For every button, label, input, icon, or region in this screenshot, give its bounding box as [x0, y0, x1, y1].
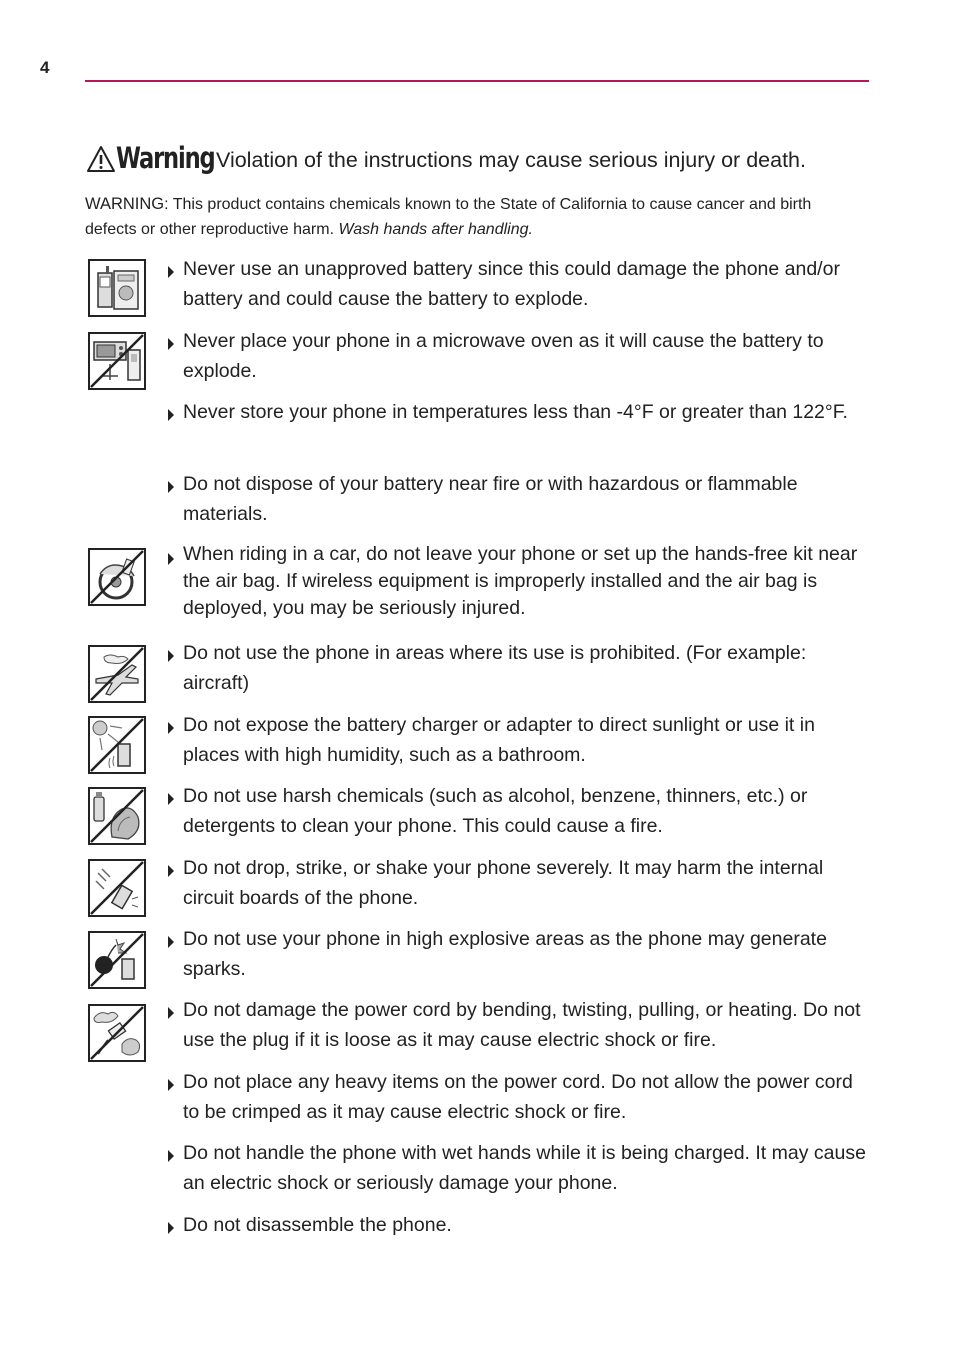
header-rule — [85, 80, 869, 82]
list-item: Never store your phone in temperatures less than -4°F or greater than 122°F. — [166, 397, 871, 427]
california-text: This product contains chemicals known to the State of California to cause cancer and birth defects or other reproductive harm. — [85, 196, 812, 238]
list-item: Do not place any heavy items on the power cord. Do not allow the power cord to be crimped as it may cause electric shock or fire. — [166, 1067, 871, 1127]
bullet-arrow-icon — [168, 722, 174, 734]
list-item: Never place your phone in a microwave oven as it will cause the battery to explode. — [166, 326, 871, 386]
list-item: When riding in a car, do not leave your phone or set up the hands-free kit near the air bag. If wireless equipment is improperly installed and the air bag is deployed, you may be seriously injured. — [166, 541, 871, 622]
bullet-arrow-icon — [168, 1079, 174, 1091]
bullet-arrow-icon — [168, 266, 174, 278]
bullet-arrow-icon — [168, 338, 174, 350]
bullet-arrow-icon — [168, 1007, 174, 1019]
explosive-icon — [88, 931, 146, 989]
warning-heading-text: Violation of the instructions may cause serious injury or death. — [216, 148, 806, 172]
power-cord-icon — [88, 1004, 146, 1062]
list-item: Do not handle the phone with wet hands while it is being charged. It may cause an electric shock or seriously damage your phone. — [166, 1138, 871, 1198]
list-item: Do not disassemble the phone. — [166, 1210, 871, 1240]
bullet-arrow-icon — [168, 481, 174, 493]
warning-heading — [86, 143, 876, 183]
list-item: Do not drop, strike, or shake your phone severely. It may harm the internal circuit boards of the phone. — [166, 853, 871, 913]
bullet-arrow-icon — [168, 553, 174, 565]
drop-phone-icon — [88, 859, 146, 917]
airbag-icon — [88, 548, 146, 606]
california-sep: : — [164, 196, 173, 213]
california-warning — [85, 192, 865, 242]
bullet-arrow-icon — [168, 1222, 174, 1234]
list-item: Do not expose the battery charger or adapter to direct sunlight or use it in places with high humidity, such as a bathroom. — [166, 710, 871, 770]
bullet-arrow-icon — [168, 865, 174, 877]
california-label: WARNING — [85, 195, 165, 213]
battery-phone-icon — [88, 259, 146, 317]
bullet-arrow-icon — [168, 936, 174, 948]
list-item: Do not use harsh chemicals (such as alcohol, benzene, thinners, etc.) or detergents to clean your phone. This could cause a fire. — [166, 781, 871, 841]
aircraft-icon — [88, 645, 146, 703]
list-item: Do not dispose of your battery near fire or with hazardous or flammable materials. — [166, 469, 871, 529]
page-number: 4 — [40, 58, 50, 77]
list-item: Do not use the phone in areas where its use is prohibited. (For example: aircraft) — [166, 638, 871, 698]
microwave-icon — [88, 332, 146, 390]
california-emphasis: Wash hands after handling. — [338, 221, 533, 238]
bullet-arrow-icon — [168, 1150, 174, 1162]
bullet-arrow-icon — [168, 650, 174, 662]
list-item: Do not use your phone in high explosive areas as the phone may generate sparks. — [166, 924, 871, 984]
warning-badge: Warning — [116, 141, 215, 175]
warning-triangle-icon — [86, 145, 116, 173]
list-item: Do not damage the power cord by bending, twisting, pulling, or heating. Do not use the plug if it is loose as it may cause electric shock or fire. — [166, 995, 871, 1055]
bullet-arrow-icon — [168, 409, 174, 421]
chemicals-icon — [88, 787, 146, 845]
bullet-arrow-icon — [168, 793, 174, 805]
list-item: Never use an unapproved battery since this could damage the phone and/or battery and could cause the battery to explode. — [166, 254, 871, 314]
sunlight-humidity-icon — [88, 716, 146, 774]
